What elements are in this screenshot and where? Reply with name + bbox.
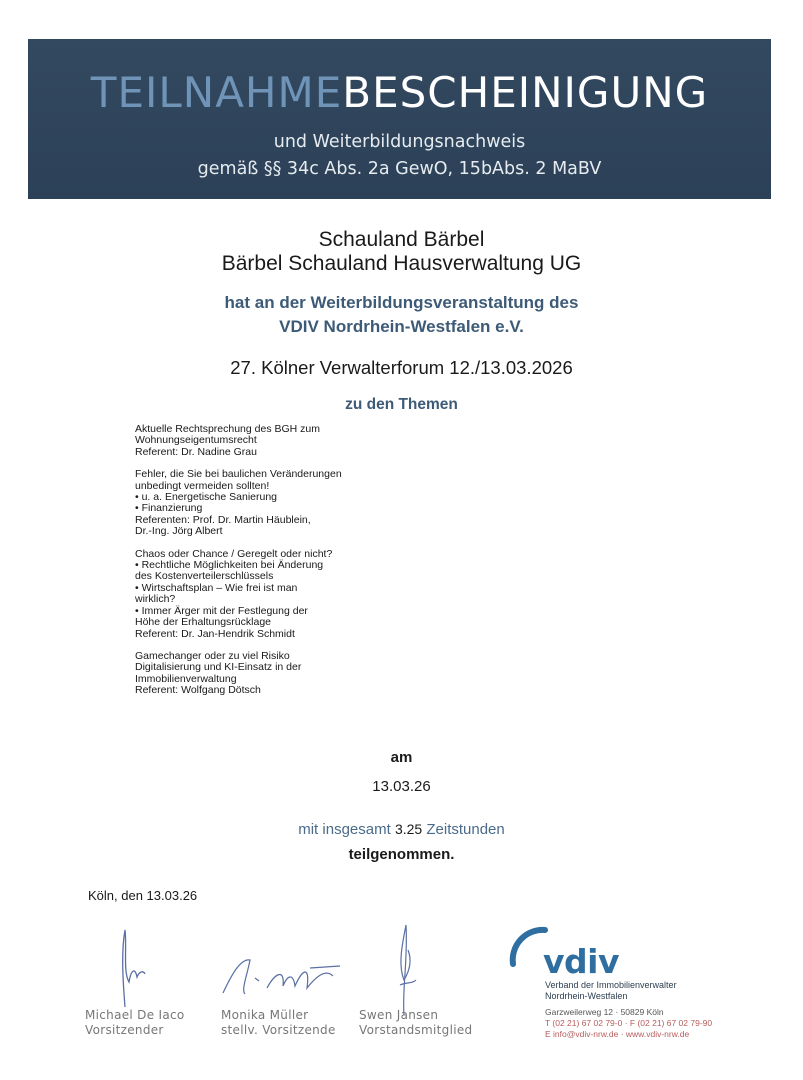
topic-line: • Immer Ärger mit der Festlegung der — [135, 604, 308, 617]
event-date: 13.03.26 — [372, 778, 431, 795]
certificate-title — [28, 63, 771, 123]
topic-line: Immobilienverwaltung — [135, 672, 237, 685]
signatory-3-role: Vorstandsmitglied — [359, 1023, 473, 1037]
topic-line: Fehler, die Sie bei baulichen Veränderungen — [135, 468, 342, 481]
signature-3 — [382, 920, 432, 1020]
logo-contact: E info@vdiv-nrw.de · www.vdiv-nrw.de — [545, 1029, 690, 1039]
hours-suffix: Zeitstunden — [426, 821, 505, 838]
topic-line: Aktuelle Rechtsprechung des BGH zum — [135, 423, 321, 435]
logo-address: Garzweilerweg 12 · 50829 Köln — [545, 1007, 664, 1017]
topic-line: Wohnungseigentumsrecht — [135, 434, 257, 447]
topic-line: Digitalisierung und KI-Einsatz in der — [135, 661, 302, 674]
signature-2 — [215, 948, 355, 1008]
topics-list — [135, 424, 375, 708]
intro-line-1: hat an der Weiterbildungsveranstaltung des — [224, 293, 579, 312]
topic-line: • u. a. Energetische Sanierung — [135, 491, 278, 504]
topic-line: Referenten: Prof. Dr. Martin Häublein, — [135, 513, 311, 526]
place-date: Köln, den 13.03.26 — [88, 888, 198, 903]
signature-1 — [95, 922, 165, 1012]
signatory-2-role: stellv. Vorsitzende — [221, 1023, 336, 1037]
logo-phone: T (02 21) 67 02 79-0 · F (02 21) 67 02 79-90 — [545, 1018, 713, 1028]
topics-heading: zu den Themen — [345, 396, 458, 413]
topic-line: unbedingt vermeiden sollten! — [135, 479, 270, 492]
topic-line: Dr.-Ing. Jörg Albert — [135, 525, 223, 538]
topic-line: • Wirtschaftsplan – Wie frei ist man — [135, 581, 298, 594]
topic-block — [135, 549, 375, 640]
title-light: TEILNAHME — [90, 68, 343, 117]
topic-line: Referent: Dr. Nadine Grau — [135, 445, 257, 458]
vdiv-logo — [505, 922, 765, 1042]
banner-subtitle-1: und Weiterbildungsnachweis — [273, 132, 526, 152]
topic-line: Gamechanger oder zu viel Risiko — [135, 649, 290, 662]
topic-line: Referent: Dr. Jan-Hendrik Schmidt — [135, 627, 295, 640]
topic-line: wirklich? — [135, 593, 176, 606]
hours-value: 3.25 — [394, 821, 423, 837]
intro-line-2: VDIV Nordrhein-Westfalen e.V. — [279, 317, 524, 336]
topic-block — [135, 424, 375, 458]
topic-line: • Rechtliche Möglichkeiten bei Änderung — [135, 559, 324, 572]
am-label: am — [390, 749, 413, 766]
signatory-2-name: Monika Müller — [221, 1008, 309, 1022]
title-bold: BESCHEINIGUNG — [342, 68, 709, 117]
hours-prefix: mit insgesamt — [298, 821, 391, 838]
topic-line: Referent: Wolfgang Dötsch — [135, 684, 261, 697]
topic-block — [135, 469, 375, 537]
topic-line: des Kostenverteilerschlüssels — [135, 570, 274, 583]
topic-line: Chaos oder Chance / Geregelt oder nicht? — [135, 547, 333, 560]
took-part: teilgenommen. — [348, 846, 455, 863]
logo-region: Nordrhein-Westfalen — [545, 991, 628, 1001]
banner-subtitle-2: gemäß §§ 34c Abs. 2a GewO, 15bAbs. 2 MaBV — [197, 159, 602, 179]
signatory-1-name: Michael De Iaco — [85, 1008, 185, 1022]
participant-company: Bärbel Schauland Hausverwaltung UG — [221, 252, 582, 275]
event-title: 27. Kölner Verwalterforum 12./13.03.2026 — [230, 357, 573, 378]
topic-line: Höhe der Erhaltungsrücklage — [135, 616, 271, 629]
participant-name: Schauland Bärbel — [318, 228, 485, 251]
signatory-1-role: Vorsitzender — [85, 1023, 164, 1037]
topic-line: • Finanzierung — [135, 502, 203, 515]
topic-block — [135, 651, 375, 697]
signatory-3-name: Swen Jansen — [359, 1008, 439, 1022]
logo-org-name: Verband der Immobilienverwalter — [545, 980, 677, 990]
header-banner — [28, 39, 771, 199]
logo-word: vdiv — [543, 942, 619, 981]
hours-line — [0, 821, 803, 838]
